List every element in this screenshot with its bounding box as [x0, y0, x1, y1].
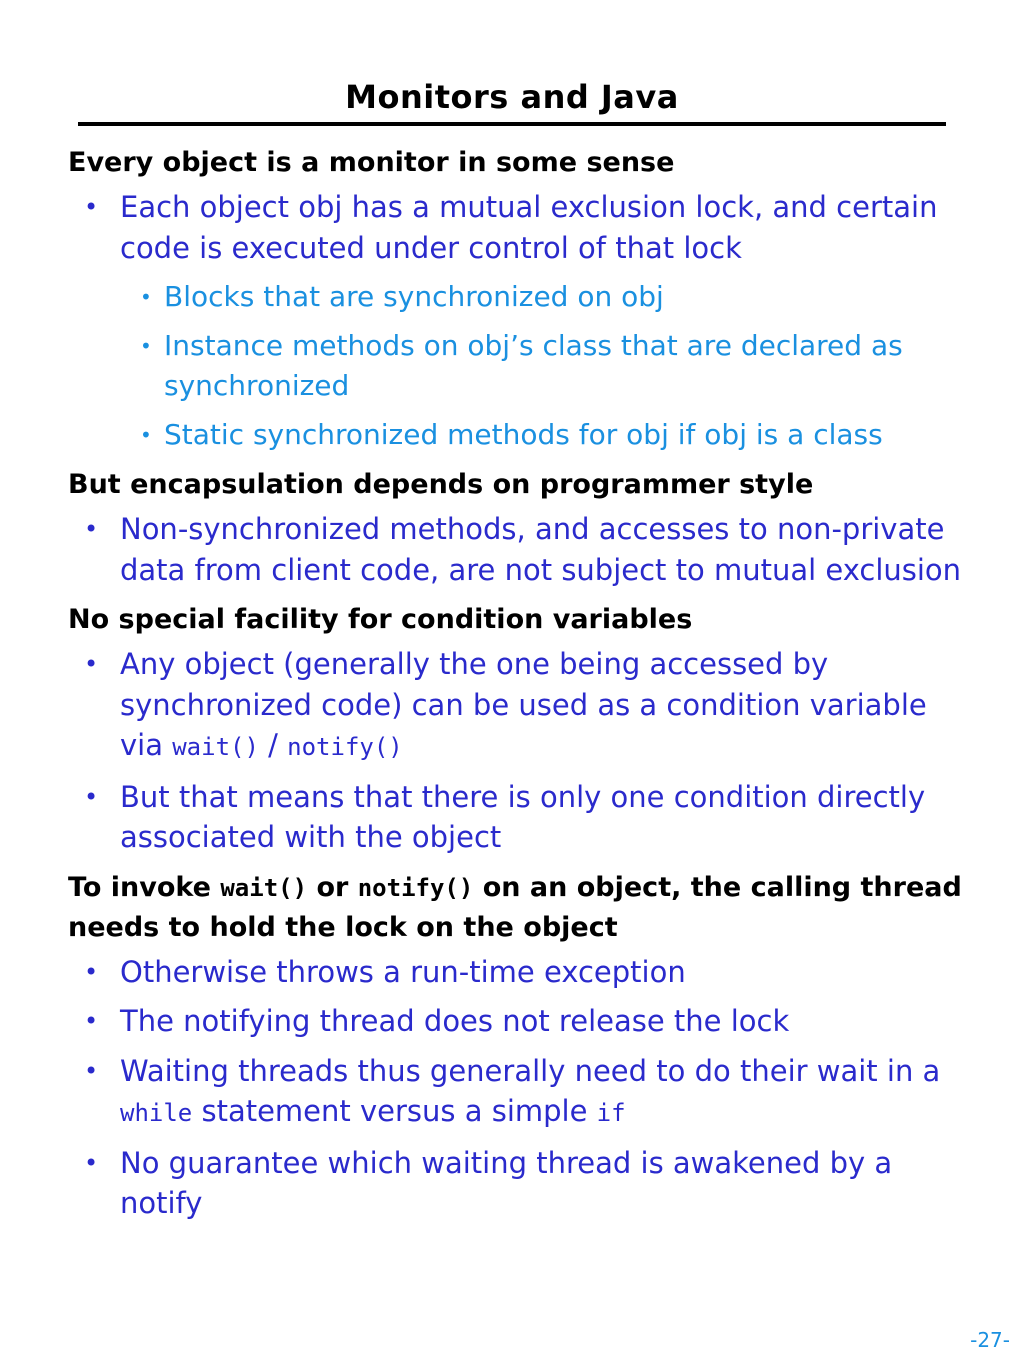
sub-bullet-item: • Instance methods on obj’s class that are declared as synchronized [68, 326, 968, 406]
section-heading: But encapsulation depends on programmer style [68, 469, 814, 500]
page-number: -27- [970, 1328, 1010, 1352]
heading-text: or [307, 871, 358, 903]
slide-title: Monitors and Java [345, 78, 679, 116]
slide-content [68, 143, 968, 1233]
section-heading: Every object is a monitor in some sense [68, 147, 675, 178]
section-heading: No special facility for condition variables [68, 604, 693, 635]
sub-bullet-item: • Blocks that are synchronized on obj [68, 277, 968, 317]
bullet-item [68, 1051, 968, 1134]
code-snippet: if [596, 1099, 626, 1127]
code-snippet: wait() [220, 873, 308, 902]
section-heading [68, 868, 968, 948]
bullet-item: • But that means that there is only one condition directly associated with the object [68, 777, 968, 858]
bullet-item: • Each object obj has a mutual exclusion lock, and certain code is executed under control of that lock [68, 187, 968, 268]
sub-bullet-item: • Static synchronized methods for obj if obj is a class [68, 415, 968, 455]
bullet-text: Any object (generally the one being accessed by synchronized code) can be used as a condition variable via [120, 647, 927, 762]
heading-text: on an object, the calling thread needs to hold the lock on the object [68, 871, 962, 943]
bullet-item: • Otherwise throws a run-time exception [68, 952, 968, 993]
bullet-item: • The notifying thread does not release the lock [68, 1001, 968, 1042]
bullet-item: • Non-synchronized methods, and accesses to non-private data from client code, are not subject to mutual exclusion [68, 509, 968, 590]
bullet-item: • No guarantee which waiting thread is awakened by a notify [68, 1143, 968, 1224]
title-underline [78, 122, 946, 126]
code-snippet: notify() [357, 873, 474, 902]
bullet-item [68, 644, 968, 768]
code-snippet: wait() [172, 733, 259, 761]
code-snippet: while [120, 1099, 193, 1127]
bullet-text: statement versus a simple [192, 1094, 597, 1128]
code-snippet: notify() [287, 733, 403, 761]
bullet-text: Waiting threads thus generally need to do their wait in a [120, 1053, 941, 1088]
heading-text: To invoke [68, 871, 221, 903]
bullet-text: / [258, 728, 288, 762]
